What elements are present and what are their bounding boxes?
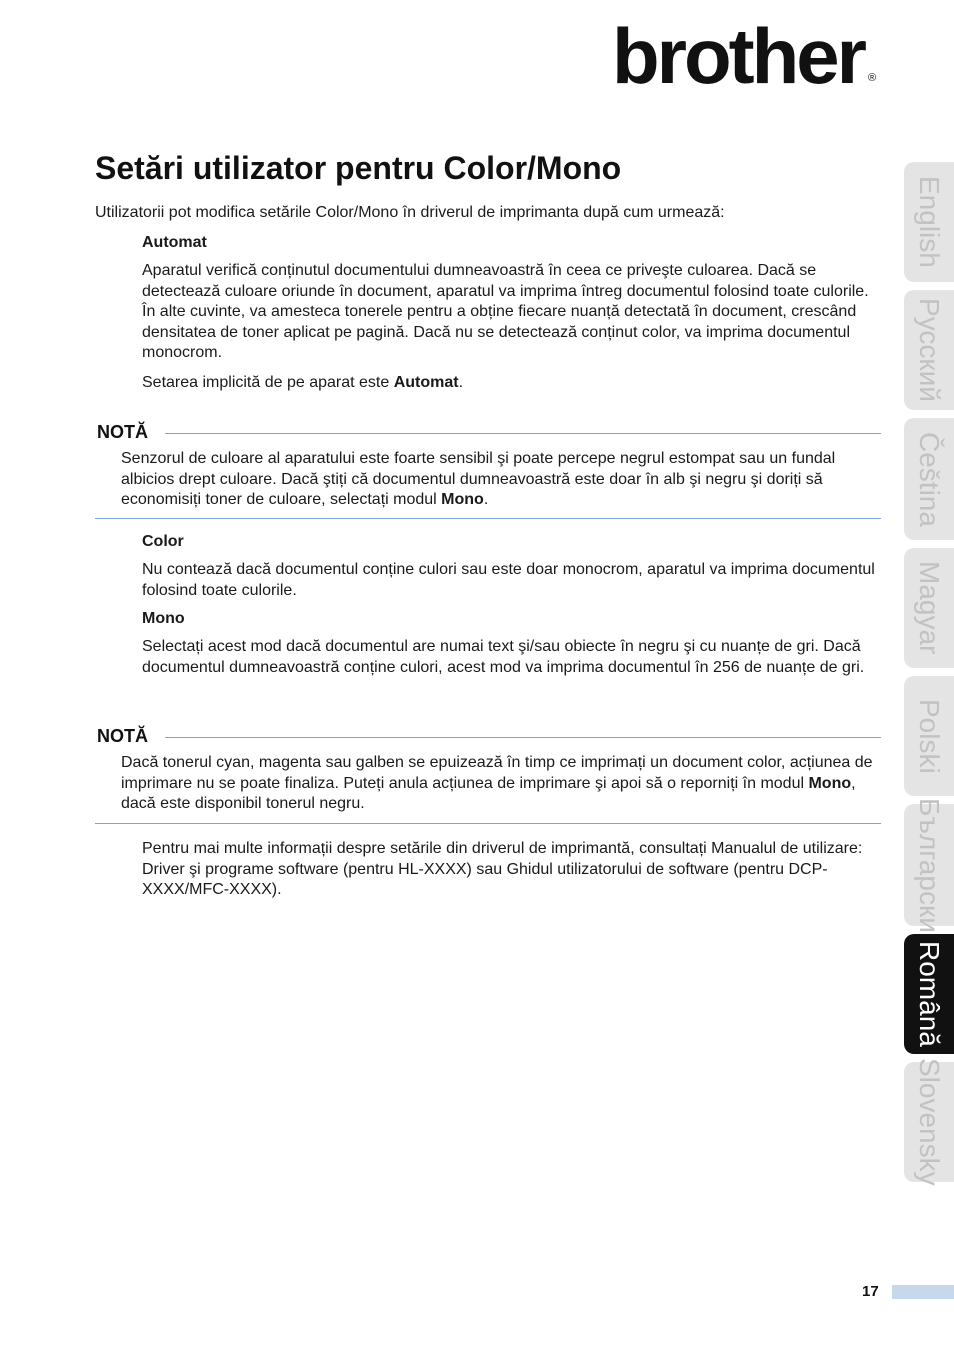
color-body: Nu contează dacă documentul conține culori sau este doar monocrom, aparatul va imprima documentul folosind toate culorile. bbox=[142, 561, 875, 599]
note2-label: NOTĂ bbox=[97, 726, 148, 746]
note2-bottom-rule bbox=[95, 823, 881, 824]
mono-heading: Mono bbox=[142, 610, 185, 627]
note1-top-rule bbox=[165, 433, 881, 434]
note1-label: NOTĂ bbox=[97, 422, 148, 442]
tab-czech-label: Čeština bbox=[914, 431, 945, 527]
tab-slovak-label: Slovensky bbox=[914, 1058, 945, 1186]
tab-polish-label: Polski bbox=[914, 698, 945, 774]
automat-heading: Automat bbox=[142, 234, 207, 251]
tab-hungarian-label: Magyar bbox=[914, 561, 945, 655]
automat-default-value: Automat bbox=[393, 374, 459, 391]
intro-text: Utilizatorii pot modifica setările Color/Mono în driverul de imprimanta după cum urmează: bbox=[95, 204, 725, 221]
note2-text bbox=[121, 753, 881, 815]
note1-text-after: . bbox=[483, 491, 489, 508]
note1-text-bold: Mono bbox=[441, 491, 484, 508]
tab-english-label: English bbox=[914, 176, 945, 268]
tab-polish[interactable] bbox=[904, 676, 954, 796]
note2-text-after: , dacă este disponibil tonerul negru. bbox=[121, 774, 856, 812]
page-number: 17 bbox=[862, 1283, 879, 1300]
tab-russian-label: Русский bbox=[914, 298, 945, 402]
note1-text bbox=[121, 449, 881, 511]
automat-default-suffix: . bbox=[458, 374, 464, 391]
registered-mark: ® bbox=[868, 72, 877, 84]
color-heading: Color bbox=[142, 533, 184, 550]
note2-text-before: Dacă tonerul cyan, magenta sau galben se epuizează în timp ce imprimați un document color, acțiunea de imprimare nu se poate finaliza. Puteți anula acțiunea de imprimare şi apoi să o reporniți în modul bbox=[121, 754, 873, 792]
tab-english[interactable] bbox=[904, 162, 954, 282]
tab-romanian[interactable] bbox=[904, 934, 954, 1054]
tab-russian[interactable] bbox=[904, 290, 954, 410]
note1-bottom-rule bbox=[95, 518, 881, 519]
page-title: Setări utilizator pentru Color/Mono bbox=[95, 150, 622, 186]
automat-default-prefix: Setarea implicită de pe aparat este bbox=[142, 374, 394, 391]
tab-czech[interactable] bbox=[904, 418, 954, 540]
tab-slovak[interactable] bbox=[904, 1058, 954, 1186]
page-number-bar bbox=[892, 1285, 954, 1299]
more-info-text: Pentru mai multe informații despre setările din driverul de imprimantă, consultați Manualul de utilizare: Driver şi programe software (pentru HL-XXXX) sau Ghidul utilizatorului de software (pentru DCP-XXXX/MFC-XXXX). bbox=[142, 840, 863, 898]
tab-hungarian[interactable] bbox=[904, 548, 954, 668]
tab-bulgarian-label: Български bbox=[914, 797, 945, 933]
automat-default bbox=[142, 373, 882, 394]
automat-body: Aparatul verifică conținutul documentului dumneavoastră în ceea ce priveşte culoarea. Dacă se detectează culoare oriunde în document, aparatul va imprima întreg documentul folosind toate culorile. În alte cuvinte, va amesteca tonerele pentru a obține fiecare nuanță detectată în document, crescând densitatea de toner aplicat pe pagină. Dacă nu se detectează conținut color, va imprima documentul monocrom. bbox=[142, 262, 869, 361]
mono-body: Selectați acest mod dacă documentul are numai text şi/sau obiecte în negru şi cu nuanțe de gri. Dacă documentul dumneavoastră conține culori, acest mod va imprima documentul în 256 de nuanțe de gri. bbox=[142, 638, 865, 676]
note2-top-rule bbox=[165, 737, 881, 738]
brother-logo: brother bbox=[612, 12, 864, 100]
tab-bulgarian[interactable] bbox=[904, 797, 954, 933]
note2-text-bold: Mono bbox=[808, 774, 852, 792]
tab-romanian-label: Română bbox=[914, 941, 945, 1047]
note1-text-before: Senzorul de culoare al aparatului este foarte sensibil şi poate percepe negrul estompat sau un fundal albicios drept culoare. Dacă ştiți că documentul dumneavoastră este doar în alb şi negru şi doriți să economisiți toner de culoare, selectați modul bbox=[121, 450, 836, 508]
